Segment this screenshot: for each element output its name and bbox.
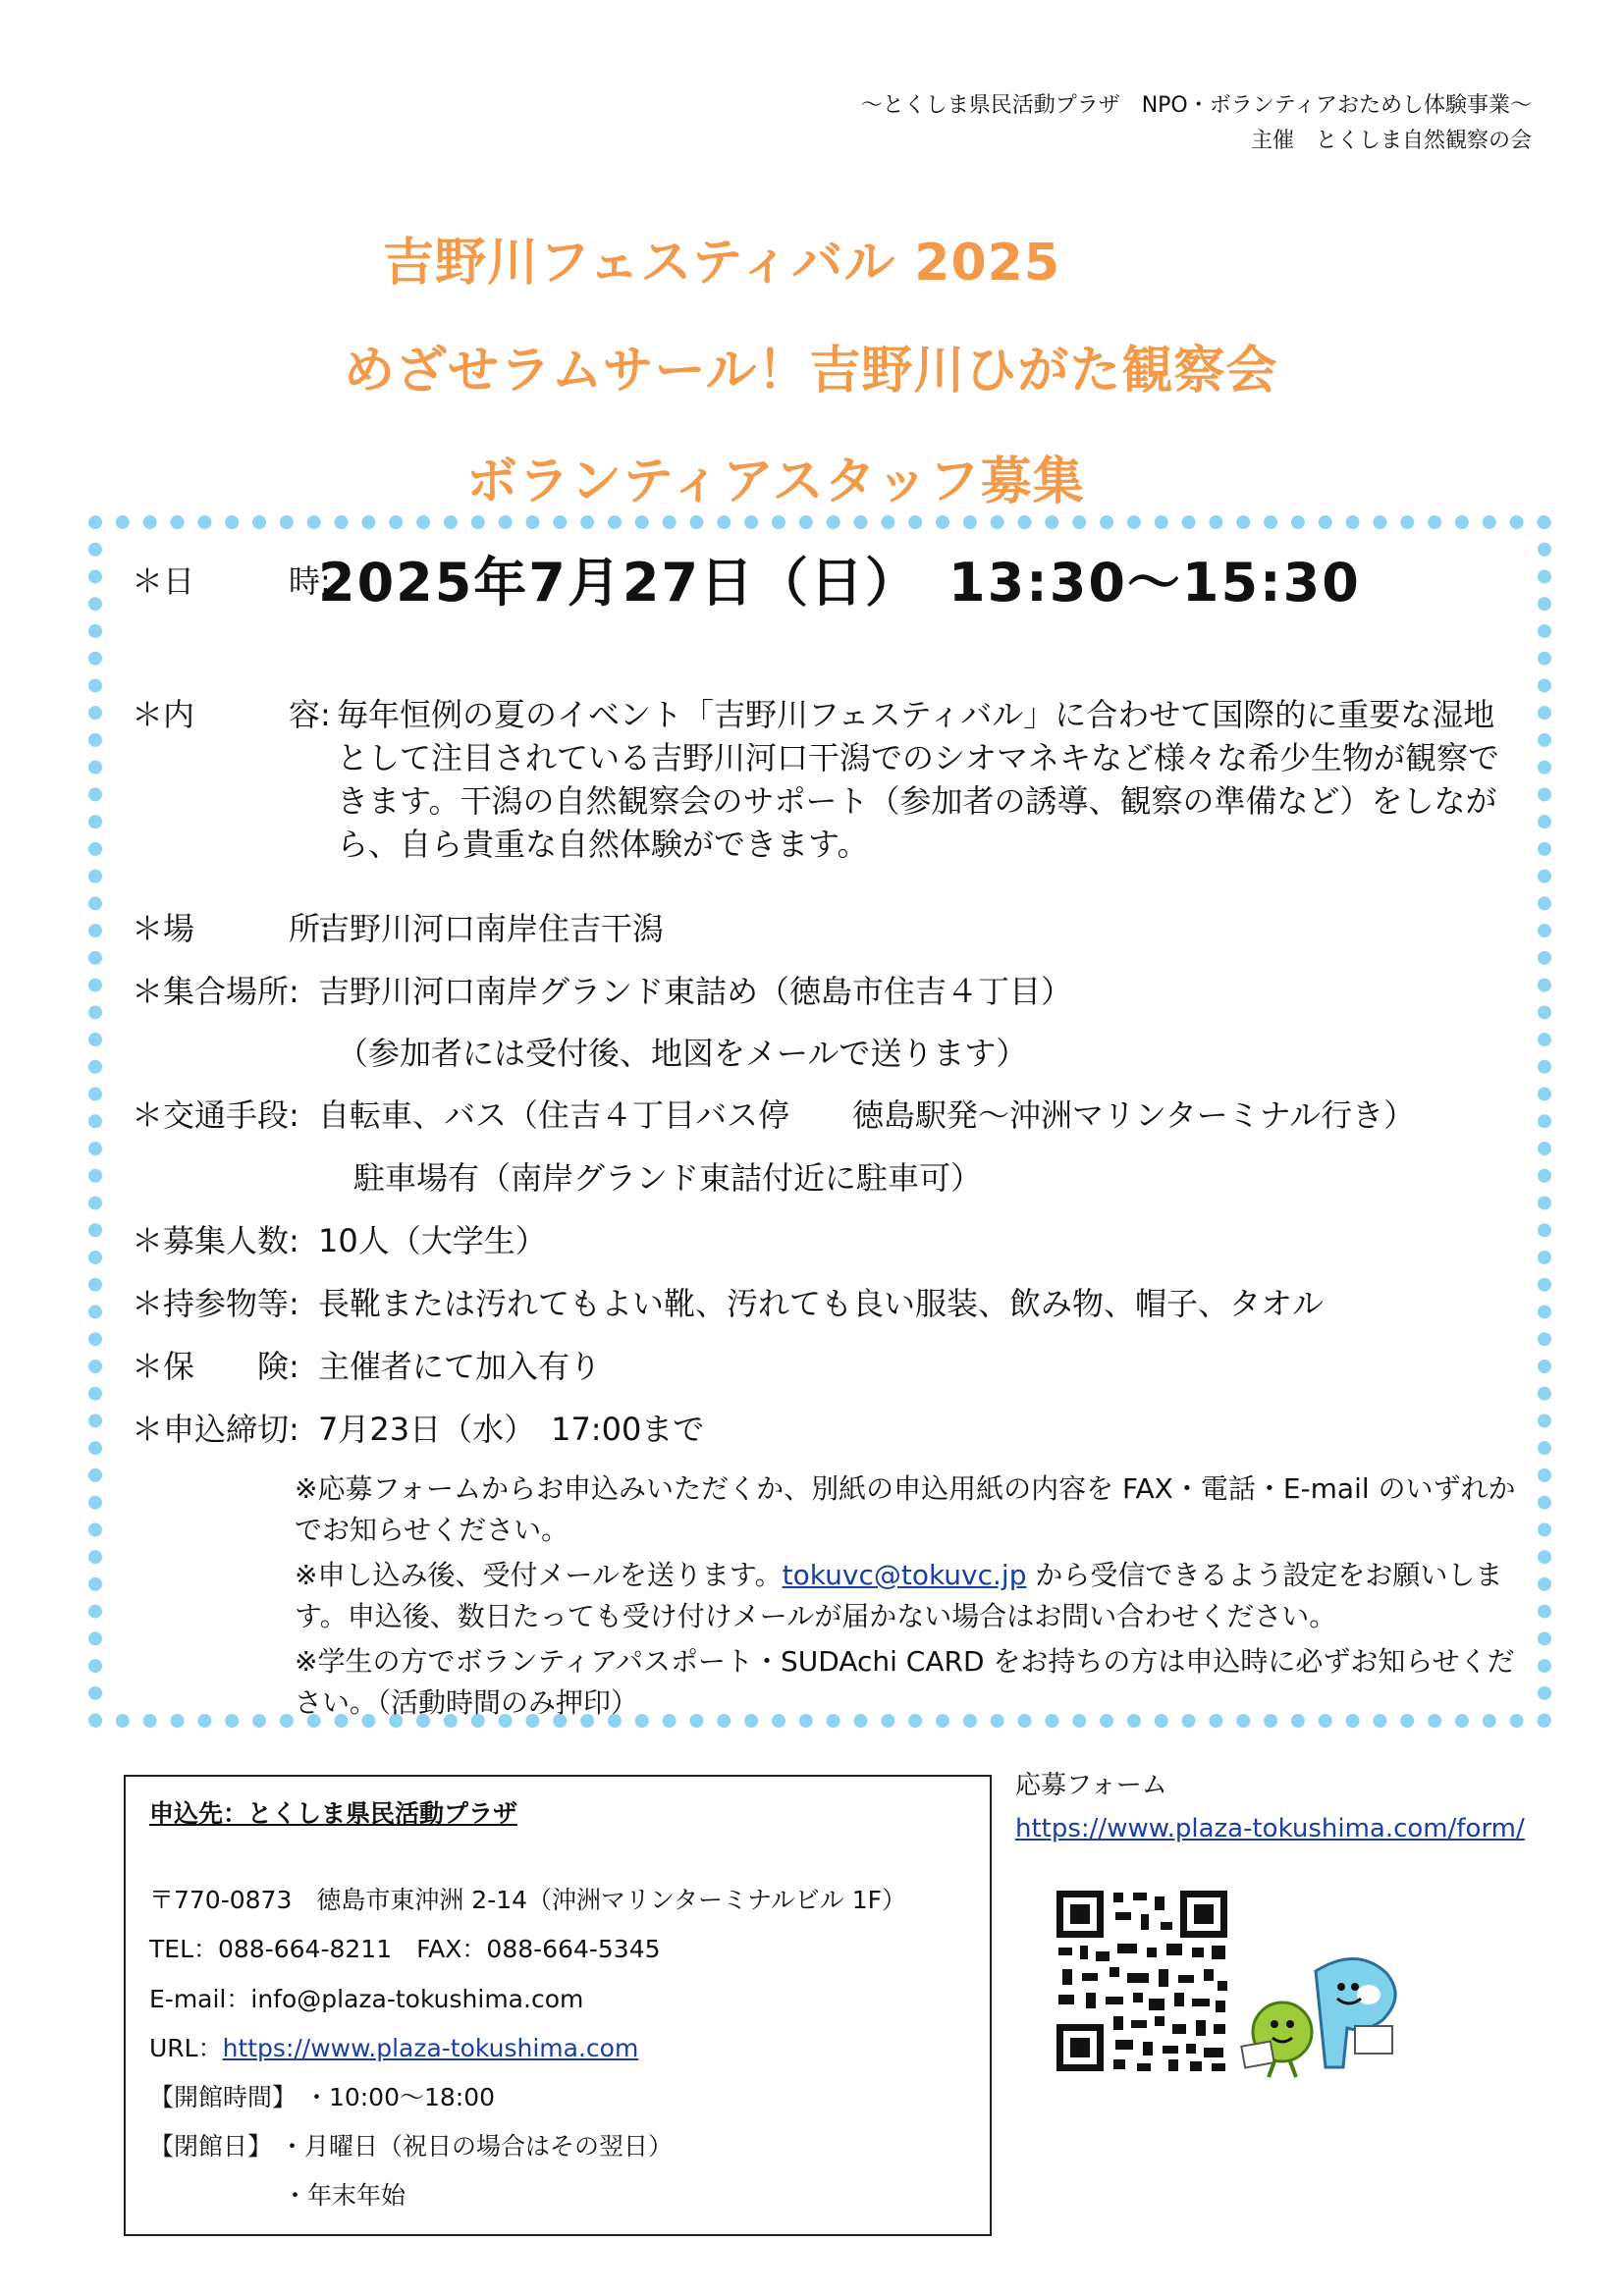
content-label: ＊内 容: (132, 696, 331, 733)
contact-email-link[interactable]: tokuvc@tokuvc.jp (782, 1559, 1027, 1591)
items-value: 長靴または汚れてもよい靴、汚れても良い服装、飲み物、帽子、タオル (318, 1285, 1325, 1322)
apply-hours: 【開館時間】 ・10:00～18:00 (149, 2083, 496, 2111)
apply-tel-fax: TEL：088-664-8211 FAX：088-664-5345 (149, 1935, 661, 1963)
note-confirmation-email (295, 1555, 1522, 1637)
date-row (132, 552, 1361, 614)
count-label: ＊募集人数: (132, 1222, 299, 1259)
insurance-label: ＊保 険: (132, 1348, 299, 1385)
apply-closed: 【閉館日】 ・月曜日（祝日の場合はその翌日） (149, 2132, 673, 2161)
deadline-value: 7月23日（水） 17:00まで (318, 1411, 705, 1448)
form-label: 応募フォーム (1015, 1771, 1167, 1800)
title-observation: めざせラムサール！吉野川ひがた観察会 (344, 342, 1278, 400)
transport-value: 自転車、バス（住吉４丁目バス停 徳島駅発～沖洲マリンターミナル行き） (318, 1096, 1416, 1134)
title-festival: 吉野川フェスティバル 2025 (383, 234, 1061, 293)
place-value: 吉野川河口南岸住吉干潟 (318, 910, 665, 947)
content-value: 毎年恒例の夏のイベント「吉野川フェスティバル」に合わせて国際的に重要な湿地として注目されている吉野川河口干潟でのシオマネキなど様々な希少生物が観察できます。干潟の自然観察会のサポート（参加者の誘導、観察の準備など）をしながら、自ら貴重な自然体験ができます。 (337, 696, 1500, 863)
note-student-card: ※学生の方でボランティアパスポート・SUDAchi CARD をお持ちの方は申込時に必ずお知らせください。（活動時間のみ押印） (295, 1645, 1515, 1719)
title-volunteer-recruit: ボランティアスタッフ募集 (466, 453, 1085, 511)
transport-row (132, 1095, 1415, 1135)
url-label: URL： (149, 2034, 223, 2062)
date-label: ＊日 時: (132, 562, 331, 600)
date-value: 2025年7月27日（日） 13:30～15:30 (318, 552, 1361, 614)
count-value: 10人（大学生） (318, 1222, 547, 1259)
insurance-value: 主催者にて加入有り (318, 1348, 602, 1385)
apply-title: 申込先：とくしま県民活動プラザ (149, 1799, 518, 1828)
deadline-label: ＊申込締切: (132, 1411, 299, 1448)
qr-code-icon[interactable] (1053, 1887, 1231, 2075)
header-line-1: ～とくしま県民活動プラザ NPO・ボランティアおためし体験事業～ (860, 93, 1532, 118)
header-line-2: 主催 とくしま自然観察の会 (1250, 129, 1532, 153)
transport-note: 駐車場有（南岸グランド東詰付近に駐車可） (353, 1159, 983, 1197)
apply-closed-2: ・年末年始 (283, 2181, 406, 2210)
deadline-row (132, 1410, 704, 1449)
count-row (132, 1221, 547, 1260)
apply-address: 〒770-0873 徳島市東沖洲 2-14（沖洲マリンターミナルビル 1F） (149, 1886, 907, 1914)
note-apply-methods: ※応募フォームからお申込みいただくか、別紙の申込用紙の内容を FAX・電話・E-mail のいずれかでお知らせください。 (295, 1472, 1516, 1546)
mascot-character-icon (1239, 1951, 1416, 2081)
apply-url-row (149, 2033, 638, 2064)
apply-email: E-mail：info@plaza-tokushima.com (149, 1985, 584, 2013)
items-row (132, 1284, 1324, 1323)
meeting-label: ＊集合場所: (132, 973, 299, 1010)
items-label: ＊持参物等: (132, 1285, 299, 1322)
place-row (132, 909, 664, 948)
note2-suffix: から受信できるよう設定をお願いします。申込後、数日たっても受け付けメールが届かない場合はお問い合わせください。 (295, 1559, 1503, 1632)
meeting-value: 吉野川河口南岸グランド東詰め（徳島市住吉４丁目） (318, 973, 1073, 1010)
meeting-note: （参加者には受付後、地図をメールで送ります） (337, 1035, 1028, 1072)
meeting-row (132, 972, 1072, 1011)
apply-info-box (124, 1775, 992, 2236)
plaza-url-link[interactable]: https://www.plaza-tokushima.com (222, 2034, 639, 2062)
transport-label: ＊交通手段: (132, 1096, 299, 1134)
note2-prefix: ※申し込み後、受付メールを送ります。 (295, 1559, 783, 1591)
insurance-row (132, 1347, 601, 1386)
content-row (132, 695, 331, 734)
header-note (861, 88, 1532, 159)
form-url-link[interactable]: https://www.plaza-tokushima.com/form/ (1015, 1814, 1525, 1843)
place-label: ＊場 所: (132, 910, 331, 947)
